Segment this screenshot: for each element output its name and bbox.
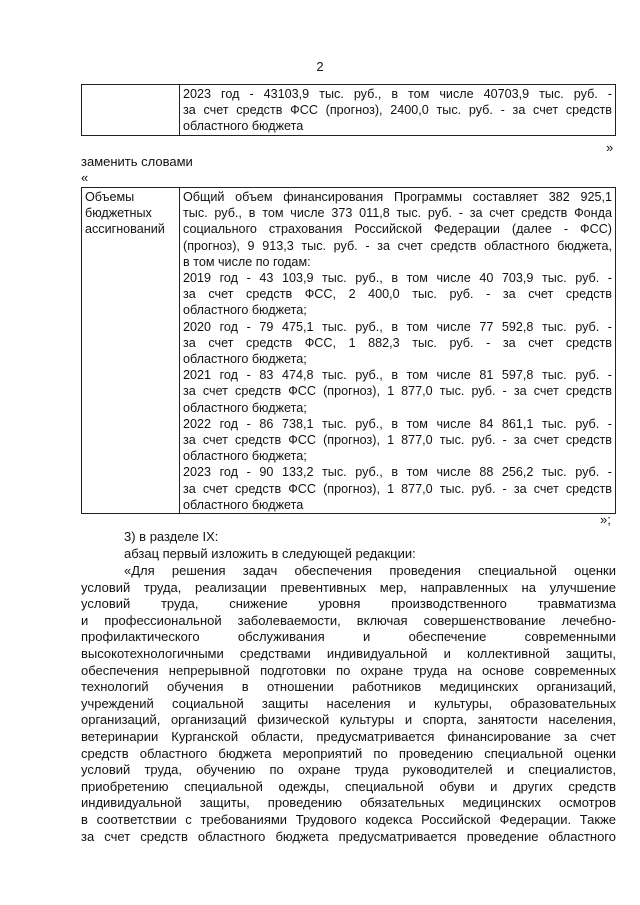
text-line: в том числе по годам: [183, 254, 311, 269]
label-line: ассигнований [85, 222, 165, 237]
text-line: за счет средств ФСС, 1 882,3 тыс. руб. - за счет средств [183, 335, 612, 350]
text-line: областного бюджета [183, 119, 304, 134]
text-line: социального страхования Российской Федерации (далее - ФСС) [183, 222, 612, 237]
text-line: областного бюджета; [183, 352, 307, 367]
closing-quote: »; [600, 512, 611, 527]
paragraph-line: технологий обучения в отношении работников медицинских организаций, [81, 679, 616, 695]
text-line: за счет средств ФСС (прогноз), 1 877,0 тыс. руб. - за счет средств [183, 433, 612, 448]
budget-table [81, 187, 616, 514]
top-table-text-cell [180, 85, 616, 136]
paragraph-line: условий труда, снижение уровня производственного травматизма [81, 596, 616, 612]
page-number: 2 [316, 59, 324, 74]
budget-text-cell [180, 188, 616, 514]
text-line: областного бюджета; [183, 303, 307, 318]
instruction-text: абзац первый изложить в следующей редакции: [124, 546, 416, 561]
paragraph-line: организаций, организаций физической культуры и спорта, занятости населения, [81, 712, 616, 728]
text-line: тыс. руб., в том числе 373 011,8 тыс. руб. - за счет средств Фонда [183, 206, 612, 221]
paragraph-line: приобретению специальной одежды, специальной обуви и других средств [81, 778, 616, 794]
paragraph-line: за счет средств областного бюджета предусматривается проведение областного [81, 828, 616, 844]
text-line: 2019 год - 43 103,9 тыс. руб., в том числе 40 703,9 тыс. руб. - [183, 271, 612, 286]
paragraph-line: средств областного бюджета мероприятий по проведению специальной оценки [81, 745, 616, 761]
text-line: за счет средств ФСС (прогноз), 1 877,0 тыс. руб. - за счет средств [183, 384, 612, 399]
text-line: 2023 год - 43103,9 тыс. руб., в том числе 40703,9 тыс. руб. - [183, 87, 612, 101]
paragraph-line: условий труда, обучению по охране труда руководителей и специалистов, [81, 762, 616, 778]
closing-quote: » [606, 140, 614, 155]
paragraph-line: ветеринарии Курганской области, предусматривается финансирование за счет [81, 728, 616, 744]
paragraph-line: условий труда, реализации превентивных мер, направленных на улучшение [81, 579, 616, 595]
paragraph-line: учреждений социальной защиты населения и культуры, образовательных [81, 695, 616, 711]
text-line: за счет средств ФСС (прогноз), 1 877,0 тыс. руб. - за счет средств [183, 481, 612, 496]
text-line: за счет средств ФСС (прогноз), 2400,0 тыс. руб. - за счет средств [183, 103, 612, 118]
label-line: Объемы [85, 190, 135, 204]
paragraph-line: в соответствии с требованиями Трудового кодекса Российской Федерации. Также [81, 811, 616, 827]
opening-quote: « [81, 170, 89, 185]
text-line: областного бюджета [183, 497, 304, 512]
text-line: Общий объем финансирования Программы составляет 382 925,1 [183, 190, 612, 204]
text-line: областного бюджета; [183, 400, 307, 415]
paragraph-line: профилактического обслуживания и обеспечение современными [81, 629, 616, 645]
replace-label: заменить словами [81, 154, 193, 169]
text-line: областного бюджета; [183, 449, 307, 464]
paragraph-line: индивидуальной защиты, проведению обязательных медицинских осмотров [81, 795, 616, 811]
text-line: 2020 год - 79 475,1 тыс. руб., в том числе 77 592,8 тыс. руб. - [183, 319, 612, 334]
budget-label-cell [82, 188, 180, 514]
label-line: бюджетных [85, 206, 152, 221]
text-line: 2021 год - 83 474,8 тыс. руб., в том числе 81 597,8 тыс. руб. - [183, 368, 612, 383]
paragraph-line: «Для решения задач обеспечения проведения специальной оценки [124, 563, 616, 578]
paragraph-line: высокотехнологичными средствами индивидуальной и коллективной защиты, [81, 645, 616, 661]
text-line: (прогноз), 9 913,3 тыс. руб. - за счет средств областного бюджета, [183, 238, 612, 253]
empty-label-cell [82, 85, 180, 136]
section-heading: 3) в разделе IX: [124, 529, 219, 544]
text-line: за счет средств ФСС, 2 400,0 тыс. руб. - за счет средств [183, 287, 612, 302]
text-line: 2023 год - 90 133,2 тыс. руб., в том числе 88 256,2 тыс. руб. - [183, 465, 612, 480]
text-line: 2022 год - 86 738,1 тыс. руб., в том числе 84 861,1 тыс. руб. - [183, 416, 612, 431]
paragraph-line: обеспечения непрерывной подготовки по охране труда на основе современных [81, 662, 616, 678]
paragraph-line: и профессиональной заболеваемости, включая совершенствование лечебно- [81, 612, 616, 628]
top-table-fragment [81, 84, 616, 136]
new-paragraph [81, 563, 616, 845]
